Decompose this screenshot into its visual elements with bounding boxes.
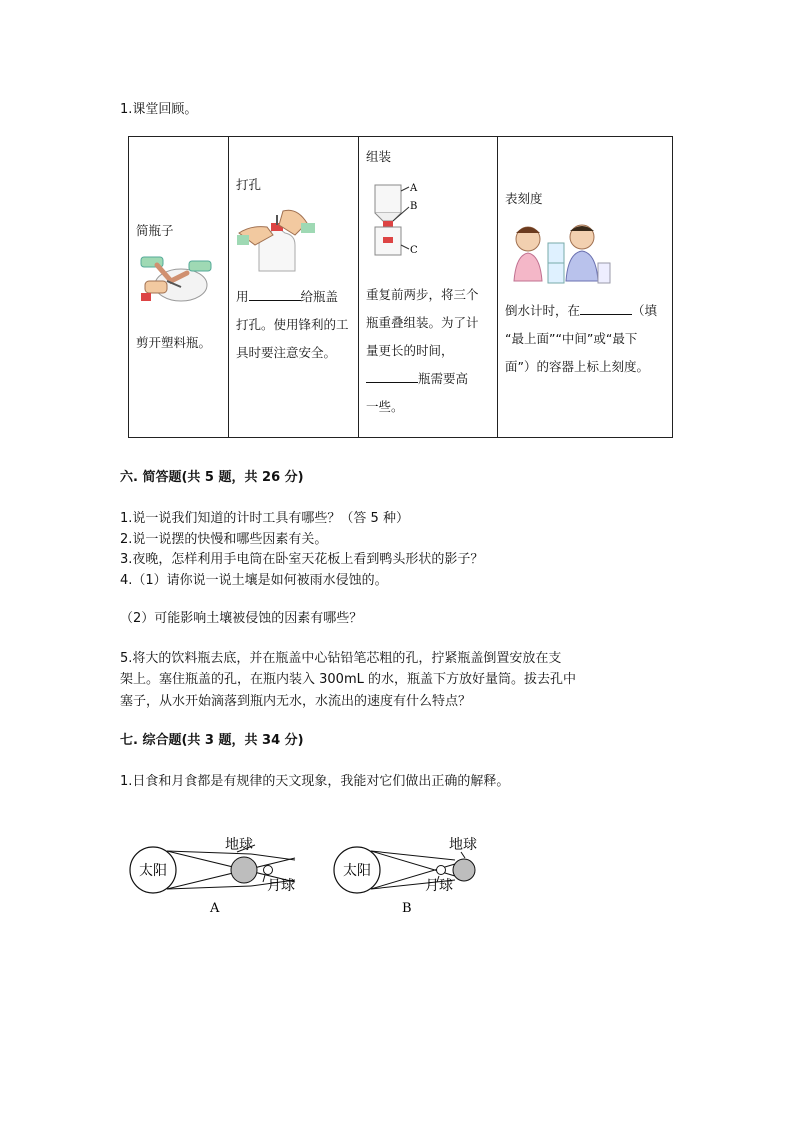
cell-scale-line3: 面”）的容器上标上刻度。 bbox=[505, 359, 649, 374]
earth-label-a: 地球 bbox=[225, 837, 253, 853]
cell-assemble-line2: 瓶重叠组装。为了计 bbox=[366, 315, 479, 330]
cell-punch-line1: 用 给瓶盖 bbox=[236, 283, 354, 311]
eclipse-diagrams bbox=[125, 830, 505, 925]
section6-q5-line1: 5.将大的饮料瓶去底，并在瓶盖中心钻铅笔芯粗的孔，拧紧瓶盖倒置安放在支 bbox=[120, 651, 562, 666]
sun-label-b: 太阳 bbox=[343, 863, 371, 879]
review-title: 1.课堂回顾。 bbox=[120, 102, 198, 117]
sun-label-a: 太阳 bbox=[139, 863, 167, 879]
earth-a bbox=[231, 857, 257, 883]
marking-scale-illustration bbox=[508, 219, 612, 289]
earth-label-b: 地球 bbox=[449, 837, 477, 853]
moon-label-a: 月球 bbox=[267, 878, 295, 894]
section6-heading: 六. 简答题(共 5 题，共 26 分) bbox=[120, 470, 304, 485]
section6-q3: 3.夜晚，怎样利用手电筒在卧室天花板上看到鸭头形状的影子？ bbox=[120, 552, 484, 567]
section6-q4a: 4.（1）请你说一说土壤是如何被雨水侵蚀的。 bbox=[120, 573, 388, 588]
section6-q5-line2: 架上。塞住瓶盖的孔，在瓶内装入 300mL 的水，瓶盖下方放好量筒。拔去孔中 bbox=[120, 672, 576, 687]
assembled-bottles-illustration bbox=[369, 181, 439, 261]
section7-q1: 1.日食和月食都是有规律的天文现象，我能对它们做出正确的解释。 bbox=[120, 774, 510, 789]
moon-a bbox=[264, 866, 273, 875]
earth-b bbox=[453, 859, 475, 881]
section7-heading: 七. 综合题(共 3 题，共 34 分) bbox=[120, 733, 304, 748]
cell-punch bbox=[229, 137, 359, 438]
cell-assemble-line5: 一些。 bbox=[366, 399, 404, 414]
cell-scale-line1: 倒水计时，在 （填 bbox=[505, 297, 668, 325]
answer-blank-container[interactable] bbox=[580, 300, 632, 315]
label-c: C bbox=[410, 245, 418, 256]
cell-assemble-heading: 组装 bbox=[366, 149, 392, 164]
cell-scale-heading: 表刻度 bbox=[505, 191, 543, 206]
cell-assemble bbox=[359, 137, 498, 438]
cell-assemble-line3: 量更长的时间， bbox=[366, 343, 454, 358]
cell-bottle-heading: 简瓶子 bbox=[136, 223, 174, 238]
cutting-bottle-illustration bbox=[137, 251, 217, 311]
punching-cap-illustration bbox=[237, 205, 317, 275]
caption-a: A bbox=[210, 901, 220, 916]
cell-scale bbox=[498, 137, 673, 438]
cell-punch-heading: 打孔 bbox=[236, 177, 262, 192]
diagram-a bbox=[130, 836, 295, 916]
moon-label-b: 月球 bbox=[425, 878, 453, 894]
section6-q2: 2.说一说摆的快慢和哪些因素有关。 bbox=[120, 532, 328, 547]
section6-q1: 1.说一说我们知道的计时工具有哪些？（答 5 种） bbox=[120, 511, 409, 526]
cell-scale-line2: “最上面”“中间”或“最下 bbox=[505, 331, 638, 346]
moon-b bbox=[437, 866, 446, 875]
review-table bbox=[128, 136, 673, 438]
label-b: B bbox=[410, 201, 418, 212]
diagram-b bbox=[334, 836, 477, 916]
section6-q4b: （2）可能影响土壤被侵蚀的因素有哪些？ bbox=[120, 611, 363, 626]
cell-bottle bbox=[129, 137, 229, 438]
section6-q5-line3: 塞子，从水开始滴落到瓶内无水，水流出的速度有什么特点？ bbox=[120, 694, 472, 709]
answer-blank-tool[interactable] bbox=[249, 286, 301, 301]
answer-blank-bottle[interactable] bbox=[366, 368, 418, 383]
cell-punch-rest: 打孔。使用锋利的工具时要注意安全。 bbox=[236, 317, 349, 360]
cell-bottle-text: 剪开塑料瓶。 bbox=[136, 335, 212, 350]
caption-b: B bbox=[402, 901, 412, 916]
cell-assemble-line4: 瓶需要高 bbox=[366, 365, 493, 393]
label-a: A bbox=[410, 183, 418, 194]
cell-assemble-line1: 重复前两步，将三个 bbox=[366, 287, 479, 302]
